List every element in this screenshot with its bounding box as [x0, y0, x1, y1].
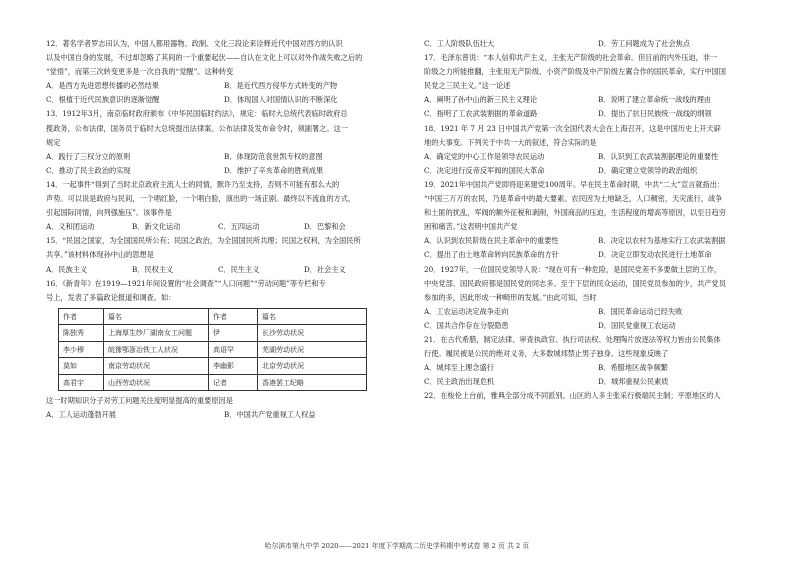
question-21 — [424, 333, 764, 389]
table-cell: 皖豫鄂浙冶铁工人状况 — [104, 341, 209, 358]
option-c: C．五四运动 — [218, 222, 260, 232]
option-b: B．说明了建立革命统一战线的理由 — [598, 95, 712, 105]
table-cell: 香港罢工纪略 — [258, 374, 367, 391]
option-b: B．民权主义 — [132, 264, 174, 274]
option-a: A．认识到农民阶级在民主革命中的重要性 — [424, 236, 559, 246]
question-18 — [424, 122, 764, 178]
option-c: C．民主政治出现危机 — [424, 377, 495, 387]
page-footer: 哈尔滨市第九中学 2020——2021 年度下学期高二历史学科期中考试卷 第 2 页 共 2 页 — [264, 542, 530, 550]
question-15 — [46, 234, 390, 276]
right-column — [424, 37, 764, 403]
question-text: “觉悟”，而第三次转变更多是一次自我的“觉醒”。这种转变 — [46, 67, 234, 77]
question-text: 19．2021年中国共产党即将迎来建党100周年。早在民主革命时期，中共“二大”宣言就指出： — [424, 179, 725, 189]
question-text: 13．1912年3月，南京临时政府颁布《中华民国临时约法》，规定：临时大总统代表临时政府总 — [46, 109, 348, 119]
question-16-continued — [424, 37, 764, 51]
option-a: A．阐明了孙中山的新三民主义理论 — [424, 95, 538, 105]
question-text: 和土匪的扰乱，军阀的额外征税和剥削，外国商品的压迫，生活程度的增高等原因，以至日趋穷 — [424, 208, 726, 218]
table-header-cell: 篇名 — [104, 308, 209, 325]
option-b: B．国民革命运动已经失败 — [598, 306, 683, 316]
question-12 — [46, 37, 390, 107]
question-20 — [424, 263, 764, 333]
question-text: 参加的多，因此形成一种畸形的发展。”由此可知，当时 — [424, 292, 597, 302]
table-row — [59, 374, 367, 391]
question-text: 地的大事变。下列关于中共一大的叙述，符合实际的是 — [424, 137, 597, 147]
question-text: 号上，发表了多篇政论报道和调查。如： — [46, 292, 176, 302]
option-a: A．工人运动蓬勃开展 — [46, 410, 116, 420]
option-a: A．确定党的中心工作是领导农民运动 — [424, 151, 545, 161]
table-cell: 南京劳动状况 — [104, 358, 209, 375]
question-text: 这一时期知识分子对劳工问题关注度明显提高的重要原因是 — [46, 396, 233, 406]
question-14 — [46, 178, 390, 234]
option-b: B．决定以农村为基地实行工农武装割据 — [598, 236, 726, 246]
option-b: B．希腊地区战争频繁 — [598, 363, 668, 373]
option-b: B．是近代西方侵华方式转变的产物 — [224, 81, 338, 91]
question-text: 以及中国自身的发展，不过却忽略了其间的一个重要起伏——自认在文化上可以对外作战失败之后的 — [46, 53, 363, 63]
option-c: C．工人阶级队伍壮大 — [424, 39, 495, 48]
question-text: 17．毛泽东曾说：“本人信仰共产主义，主张无产阶级的社会革命。但目前的内外压迫，非一 — [424, 53, 718, 63]
table-cell: 上海厚生纱厂湖南女工问题 — [104, 325, 209, 342]
option-c: C．根植于近代民族意识的逐渐觉醒 — [46, 95, 160, 105]
option-b: B．中国共产党重视工人权益 — [224, 410, 316, 420]
table-header-row — [59, 308, 367, 325]
question-text: 中央党部、国民政府都是国民党的同志多。至于下层的民众运动，国民党员参加的少，共产党员 — [424, 278, 726, 288]
option-d: D．体现国人对国情认识的不断深化 — [224, 95, 338, 105]
option-b: B．新文化运动 — [132, 222, 181, 232]
table-cell: 北京劳动状况 — [258, 358, 367, 375]
option-c: C．决定进行反帝反军阀的国民大革命 — [424, 165, 545, 175]
question-text: 15．“民国之国家，为全国国民所公有；民国之政治，为全国国民所共理；民国之权利，为全国民所 — [46, 236, 361, 246]
question-13 — [46, 107, 390, 177]
option-b: B．认识到工农武装割据理论的重要性 — [598, 151, 719, 161]
articles-table — [58, 308, 367, 392]
table-cell: 高君宇 — [59, 374, 104, 391]
option-d: D．国民党重视工农运动 — [598, 320, 676, 330]
question-text: 14．一起事件“得到了当时北京政府主流人士的同情，默许乃至支持，否则不可能有那么大的 — [46, 179, 340, 189]
question-text: 12．著名学者罗志田认为，中国人都用器物、政制、文化三段论来诠释近代中国对西方的认识 — [46, 39, 343, 48]
option-d: D．确定建立党领导的政治组织 — [598, 165, 698, 175]
option-a: A．践行了三权分立的原则 — [46, 151, 131, 161]
option-c: C．国共合作存在分裂隐患 — [424, 320, 509, 330]
option-a: A．民族主义 — [46, 264, 88, 274]
left-column — [46, 37, 390, 422]
option-d: D．维护了辛亥革命的胜利成果 — [224, 165, 324, 175]
table-cell: 李少穆 — [59, 341, 104, 358]
table-cell: 山西劳动状况 — [104, 374, 209, 391]
option-a: A．是西方先进思想传播的必然结果 — [46, 81, 160, 91]
option-a: A．城邦至上理念盛行 — [424, 363, 494, 373]
option-c: C．民生主义 — [218, 264, 260, 274]
option-c: C．推动了民主政治的实现 — [46, 165, 131, 175]
question-16 — [46, 277, 390, 423]
question-text: 共享。”该材料体现孙中山的思想是 — [46, 250, 154, 260]
question-text: 声势。可以说是政府与民间，一个唱红脸，一个唱白脸，演出的一场正剧。最终以不流血的方式， — [46, 194, 356, 204]
option-d: D．决定立即发动农民进行土地革命 — [598, 250, 712, 260]
table-cell: 莫如 — [59, 358, 104, 375]
option-b: B．体现防范袁世凯专权的意图 — [224, 151, 323, 161]
option-d: D．提出了抗日民族统一战线的纲领 — [598, 109, 712, 119]
table-header-cell: 篇名 — [258, 308, 367, 325]
option-d: D．劳工问题成为了社会焦点 — [598, 39, 691, 48]
question-text: 民党之三民主义。”这一论述 — [424, 81, 511, 91]
question-text: 21．在古代希腊，制定法律、审查执政官、执行司法权、处理陶片放逐法等权力皆由公民集体 — [424, 334, 721, 344]
question-text: 16．《新青年》在1919—1921年间设置的“社会调查”“人口问题”“劳动问题”等专栏和专 — [46, 278, 326, 288]
question-text: 22．在梭伦上台前，雅典全部分成不同派别。山区的人多主张采行极端民主制；平原地区的人 — [424, 391, 721, 401]
table-cell: 李幽影 — [209, 358, 258, 375]
table-row — [59, 325, 367, 342]
table-cell: 陈独秀 — [59, 325, 104, 342]
question-22 — [424, 389, 764, 403]
table-header-cell: 作者 — [59, 308, 104, 325]
table-cell: 伊 — [209, 325, 258, 342]
option-a: A．义和团运动 — [46, 222, 95, 232]
option-a: A．工农运动决定战争走向 — [424, 306, 509, 316]
question-text: “中国三万万的农民，乃是革命中的最大要素。农民因为土地缺乏，人口稠密，天灾流行，战争 — [424, 194, 723, 204]
question-17 — [424, 51, 764, 121]
question-19 — [424, 178, 764, 263]
table-header-cell: 作者 — [209, 308, 258, 325]
question-text: 揽政务，公布法律，国务员于临时大总统提出法律案、公布法律及发布命令时，须副署之。这一 — [46, 123, 348, 133]
option-d: D．巴黎和会 — [304, 222, 346, 232]
table-cell: 高语罕 — [209, 341, 258, 358]
table-cell: 记者 — [209, 374, 258, 391]
option-d: D．社会主义 — [304, 264, 346, 274]
option-c: C．提出了由土地革命转向民族革命的方针 — [424, 250, 559, 260]
table-cell: 长沙劳动状况 — [258, 325, 367, 342]
option-d: D．城邦重视公民素质 — [598, 377, 669, 387]
table-cell: 芜湖劳动状况 — [258, 341, 367, 358]
question-text: 规定 — [46, 137, 61, 147]
question-text: 阶级之力所能推翻，主张用无产阶级、小资产阶级及中产阶级左翼合作的国民革命，实行中国国 — [424, 67, 726, 77]
question-text: 困和痛苦。”这表明中国共产党 — [424, 222, 518, 232]
option-c: C．指明了工农武装割据的革命道路 — [424, 109, 538, 119]
question-text: 18．1921 年 7 月 23 日中国共产党第一次全国代表大会在上海召开，这是中国历史上开天辟 — [424, 123, 721, 133]
question-text: 20．1927年，一位国民党领导人说：“现在可有一种危险，是国民党差不多要做土层的工作， — [424, 264, 722, 274]
question-text: 引起国际同情，向列强施压”。该事件是 — [46, 208, 172, 218]
question-text: 行使。履民被是公民的绝对义务，大多数城邦禁止男子独身。这些现象反映了 — [424, 349, 669, 359]
table-row — [59, 341, 367, 358]
table-row — [59, 358, 367, 375]
